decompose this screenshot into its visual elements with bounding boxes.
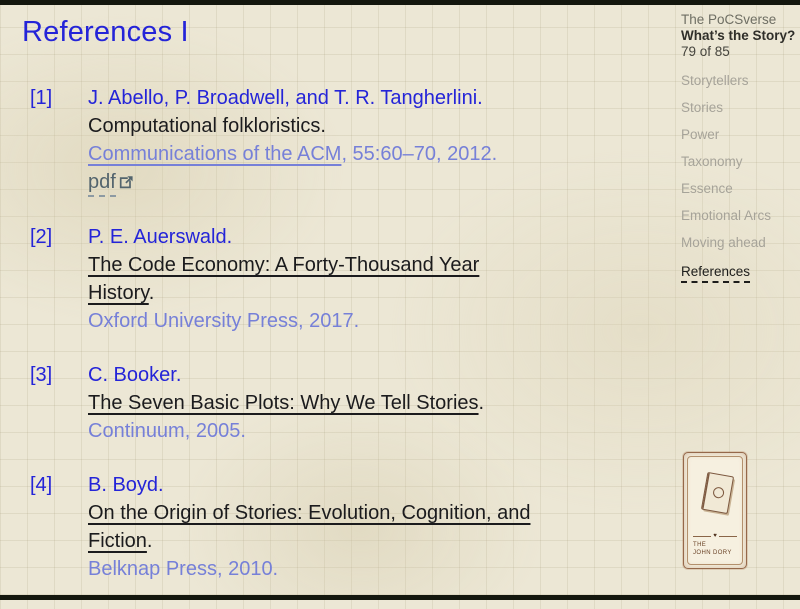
top-border-bar [0, 0, 800, 5]
book-icon [701, 472, 734, 514]
reference-entry [30, 223, 678, 335]
reference-authors: B. Boyd. [88, 474, 164, 496]
card-caption-line1: THE [693, 542, 707, 548]
reference-lines [88, 361, 678, 445]
sidebar-item-stories[interactable]: Stories [681, 100, 724, 115]
reference-text: . [146, 530, 153, 552]
external-link-icon[interactable] [118, 175, 134, 190]
deck-title: What’s the Story? [681, 28, 796, 43]
reference-authors: J. Abello, P. Broadwell, and T. R. Tangherlini. [88, 87, 483, 109]
card-caption [693, 541, 739, 557]
reference-entry [30, 361, 678, 445]
sidebar-item-taxonomy[interactable]: Taxonomy [681, 154, 743, 169]
reference-venue: , 55:60–70, 2012. [341, 143, 498, 165]
reference-venue: Continuum, 2005. [88, 420, 246, 442]
reference-lines [88, 84, 678, 197]
reference-text: . [478, 392, 485, 414]
reference-authors: C. Booker. [88, 364, 182, 386]
reference-authors: P. E. Auerswald. [88, 226, 233, 248]
reference-entry [30, 471, 678, 583]
reference-number: [1] [30, 87, 53, 109]
sidebar [681, 12, 797, 283]
reference-text: Computational folkloristics. [88, 115, 326, 137]
pdf-link[interactable]: pdf [88, 170, 116, 197]
reference-number: [4] [30, 474, 53, 496]
sidebar-item-emotional-arcs[interactable]: Emotional Arcs [681, 208, 772, 223]
reference-venue: Oxford University Press, 2017. [88, 310, 360, 332]
sidebar-item-moving-ahead[interactable]: Moving ahead [681, 235, 766, 250]
card-divider [693, 533, 737, 539]
reference-text: . [148, 282, 155, 304]
reference-lines [88, 471, 678, 583]
journal-link[interactable]: Communications of the ACM [88, 143, 342, 165]
references-list [30, 84, 678, 609]
card-frame [687, 456, 743, 565]
reference-venue: Belknap Press, 2010. [88, 558, 279, 580]
page-indicator: 79 of 85 [681, 44, 730, 59]
page-title: References I [22, 16, 189, 48]
sidebar-item-storytellers[interactable]: Storytellers [681, 73, 749, 88]
reference-number: [2] [30, 226, 53, 248]
book-title-link[interactable]: The Seven Basic Plots: Why We Tell Stories [88, 392, 479, 414]
book-title-link[interactable]: On the Origin of Stories: Evolution, Cognition, and [88, 502, 531, 524]
book-title-link[interactable]: History [88, 282, 149, 304]
tarot-card-illustration [683, 452, 747, 569]
book-emblem-icon [712, 486, 725, 499]
sidebar-item-references[interactable]: References [681, 264, 750, 283]
reference-number: [3] [30, 364, 53, 386]
reference-lines [88, 223, 678, 335]
sidebar-item-essence[interactable]: Essence [681, 181, 733, 196]
deck-kicker: The PoCSverse [681, 12, 777, 27]
sidebar-item-power[interactable]: Power [681, 127, 720, 142]
book-title-link[interactable]: The Code Economy: A Forty-Thousand Year [88, 254, 480, 276]
card-caption-line2: JOHN DORY [693, 550, 732, 556]
section-nav [681, 74, 797, 250]
bottom-border-bar [0, 595, 800, 600]
reference-entry [30, 84, 678, 197]
book-title-link[interactable]: Fiction [88, 530, 147, 552]
heart-icon: ♥ [713, 533, 717, 539]
